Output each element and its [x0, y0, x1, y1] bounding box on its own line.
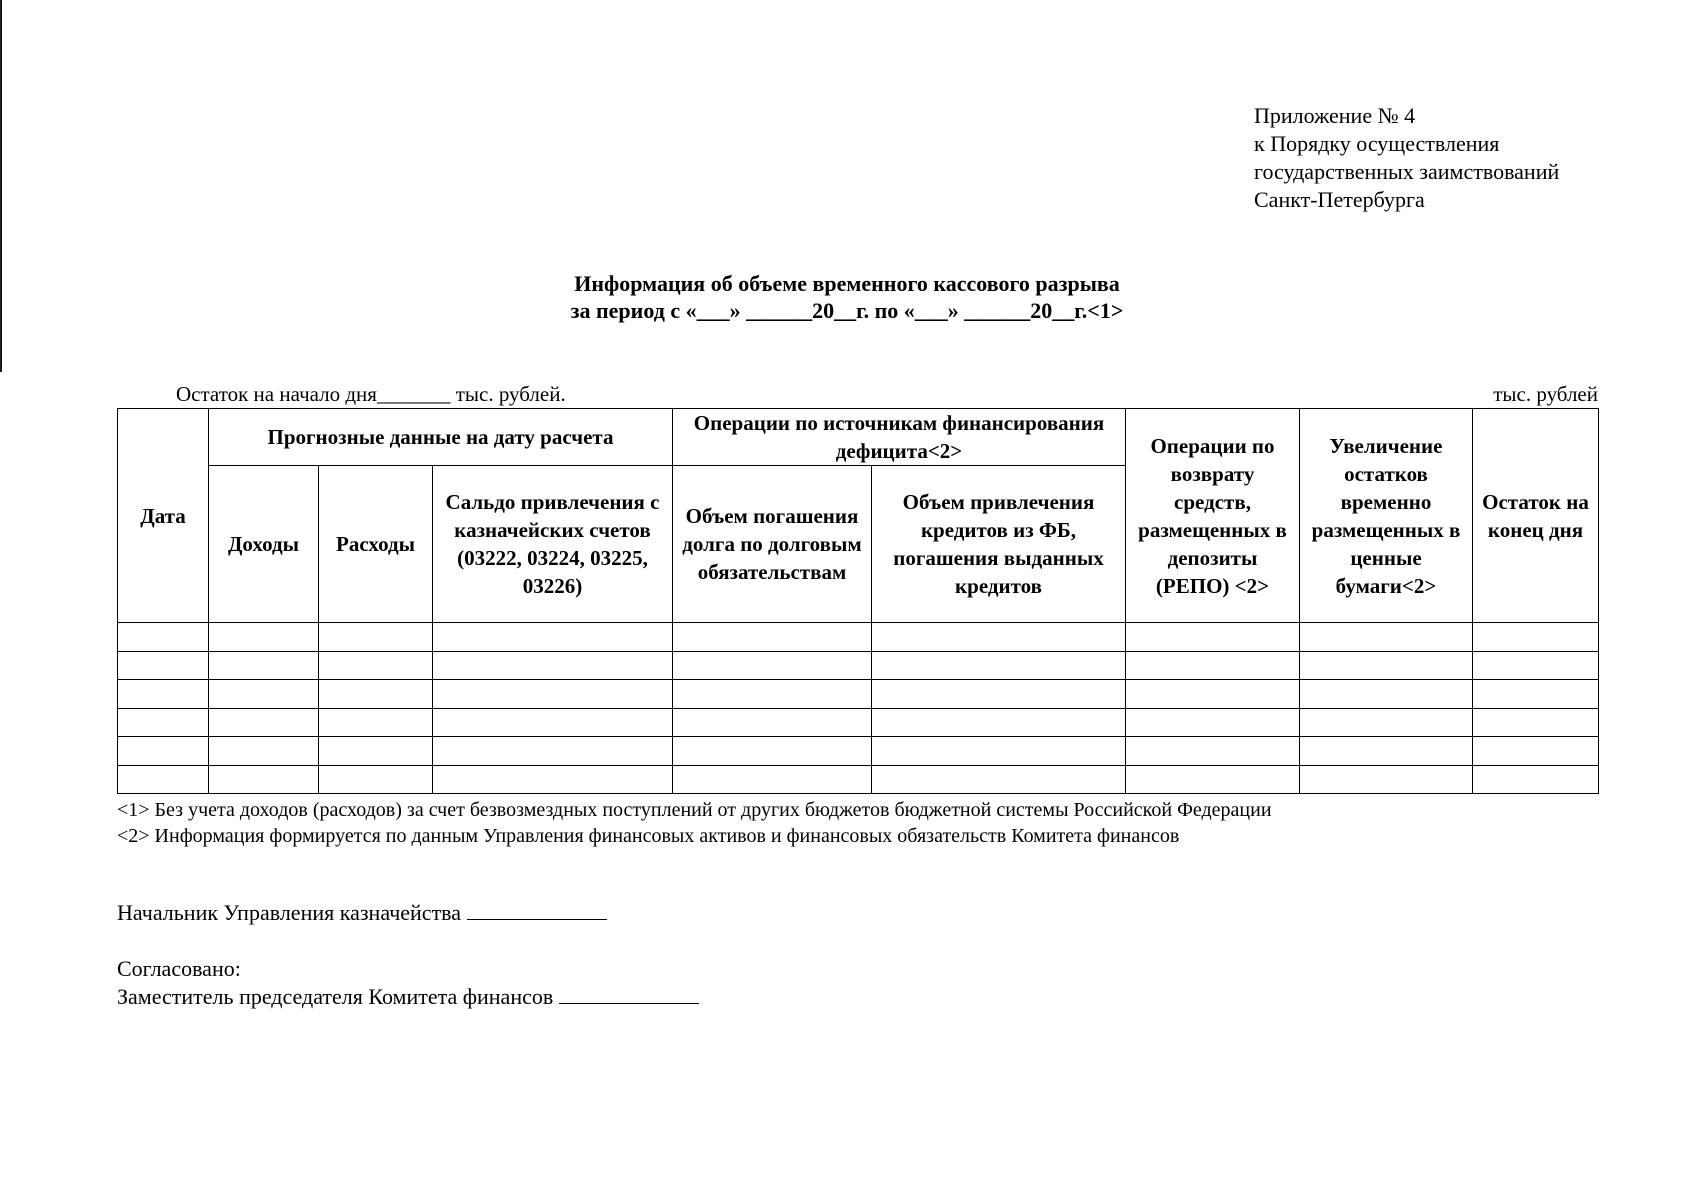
cash-gap-table [117, 408, 1599, 794]
deputy-chair-label: Заместитель председателя Комитета финансов [117, 984, 554, 1009]
table-cell[interactable] [1300, 765, 1473, 794]
table-cell[interactable] [1126, 680, 1300, 709]
table-cell[interactable] [1126, 708, 1300, 737]
appendix-line-3: государственных заимствований [1254, 159, 1560, 184]
table-cell[interactable] [433, 708, 673, 737]
table-row [118, 737, 1599, 766]
table-cell[interactable] [1126, 737, 1300, 766]
table-cell[interactable] [319, 708, 433, 737]
table-cell[interactable] [118, 737, 209, 766]
table-cell[interactable] [1300, 708, 1473, 737]
signature-blank-line [559, 983, 699, 1004]
header-date: Дата [118, 409, 209, 623]
table-cell[interactable] [1473, 623, 1599, 652]
appendix-line-4: Санкт-Петербурга [1254, 187, 1425, 212]
footnotes [117, 797, 1272, 849]
units-label: тыс. рублей [1493, 382, 1598, 406]
table-cell[interactable] [673, 708, 872, 737]
table-cell[interactable] [673, 651, 872, 680]
table-cell[interactable] [209, 680, 319, 709]
table-cell[interactable] [1300, 680, 1473, 709]
table-row [118, 765, 1599, 794]
document-title [0, 270, 1694, 324]
table-cell[interactable] [1126, 765, 1300, 794]
table-cell[interactable] [1473, 680, 1599, 709]
table-cell[interactable] [673, 737, 872, 766]
table-cell[interactable] [118, 765, 209, 794]
title-period-line: за период с «___» ______20__г. по «___» ______20__г.<1> [570, 298, 1124, 323]
table-cell[interactable] [433, 651, 673, 680]
treasury-head-signature [117, 899, 607, 927]
table-cell[interactable] [1126, 623, 1300, 652]
table-row [118, 680, 1599, 709]
header-securities: Увеличение остатков временно размещенных в ценные бумаги<2> [1300, 409, 1473, 623]
balance-start-line: Остаток на начало дня_______ тыс. рублей. [176, 382, 566, 406]
table-cell[interactable] [433, 737, 673, 766]
table-cell[interactable] [319, 623, 433, 652]
header-forecast-group: Прогнозные данные на дату расчета [209, 409, 673, 466]
table-cell[interactable] [209, 651, 319, 680]
table-cell[interactable] [433, 680, 673, 709]
appendix-line-2: к Порядку осуществления [1254, 131, 1500, 156]
table-cell[interactable] [1473, 708, 1599, 737]
table-cell[interactable] [673, 680, 872, 709]
appendix-reference [1254, 102, 1559, 214]
table-cell[interactable] [1473, 765, 1599, 794]
table-cell[interactable] [1300, 737, 1473, 766]
table-cell[interactable] [872, 765, 1126, 794]
table-cell[interactable] [319, 651, 433, 680]
header-balance-end: Остаток на конец дня [1473, 409, 1599, 623]
signature-blank-line [467, 899, 607, 920]
header-income: Доходы [209, 466, 319, 623]
table-cell[interactable] [209, 765, 319, 794]
header-fb-credits: Объем привлечения кредитов из ФБ, погашения выданных кредитов [872, 466, 1126, 623]
table-row [118, 623, 1599, 652]
table-cell[interactable] [673, 623, 872, 652]
table-cell[interactable] [319, 765, 433, 794]
header-saldo: Сальдо привлечения с казначейских счетов (03222, 03224, 03225, 03226) [433, 466, 673, 623]
table-cell[interactable] [1300, 651, 1473, 680]
table-row [118, 651, 1599, 680]
table-cell[interactable] [209, 737, 319, 766]
table-cell[interactable] [1126, 651, 1300, 680]
table-body [118, 623, 1599, 794]
table-cell[interactable] [1473, 737, 1599, 766]
table-cell[interactable] [118, 680, 209, 709]
header-expenses: Расходы [319, 466, 433, 623]
header-debt-repayment: Объем погашения долга по долговым обязательствам [673, 466, 872, 623]
table-cell[interactable] [433, 623, 673, 652]
treasury-head-label: Начальник Управления казначейства [117, 900, 462, 925]
title-line-1: Информация об объеме временного кассового разрыва [574, 271, 1120, 296]
deputy-chair-signature [117, 983, 699, 1011]
table-cell[interactable] [209, 623, 319, 652]
table-cell[interactable] [118, 708, 209, 737]
footnote-2: <2> Информация формируется по данным Управления финансовых активов и финансовых обязательств Комитета финансов [117, 825, 1180, 847]
table-cell[interactable] [872, 708, 1126, 737]
table-cell[interactable] [1473, 651, 1599, 680]
appendix-line-1: Приложение № 4 [1254, 103, 1416, 128]
table-cell[interactable] [872, 651, 1126, 680]
table-cell[interactable] [872, 737, 1126, 766]
table-cell[interactable] [1300, 623, 1473, 652]
table-cell[interactable] [872, 680, 1126, 709]
table-cell[interactable] [673, 765, 872, 794]
table-cell[interactable] [118, 623, 209, 652]
header-sources-group: Операции по источникам финансирования дефицита<2> [673, 409, 1126, 466]
table-row [118, 708, 1599, 737]
table-cell[interactable] [872, 623, 1126, 652]
table-cell[interactable] [319, 680, 433, 709]
table-cell[interactable] [433, 765, 673, 794]
header-deposits: Операции по возврату средств, размещенных в депозиты (РЕПО) <2> [1126, 409, 1300, 623]
agreed-label: Согласовано: [117, 956, 241, 981]
footnote-1: <1> Без учета доходов (расходов) за счет безвозмездных поступлений от других бюджетов бюджетной системы Российской Федерации [117, 799, 1272, 821]
table-cell[interactable] [118, 651, 209, 680]
table-cell[interactable] [319, 737, 433, 766]
table-cell[interactable] [209, 708, 319, 737]
